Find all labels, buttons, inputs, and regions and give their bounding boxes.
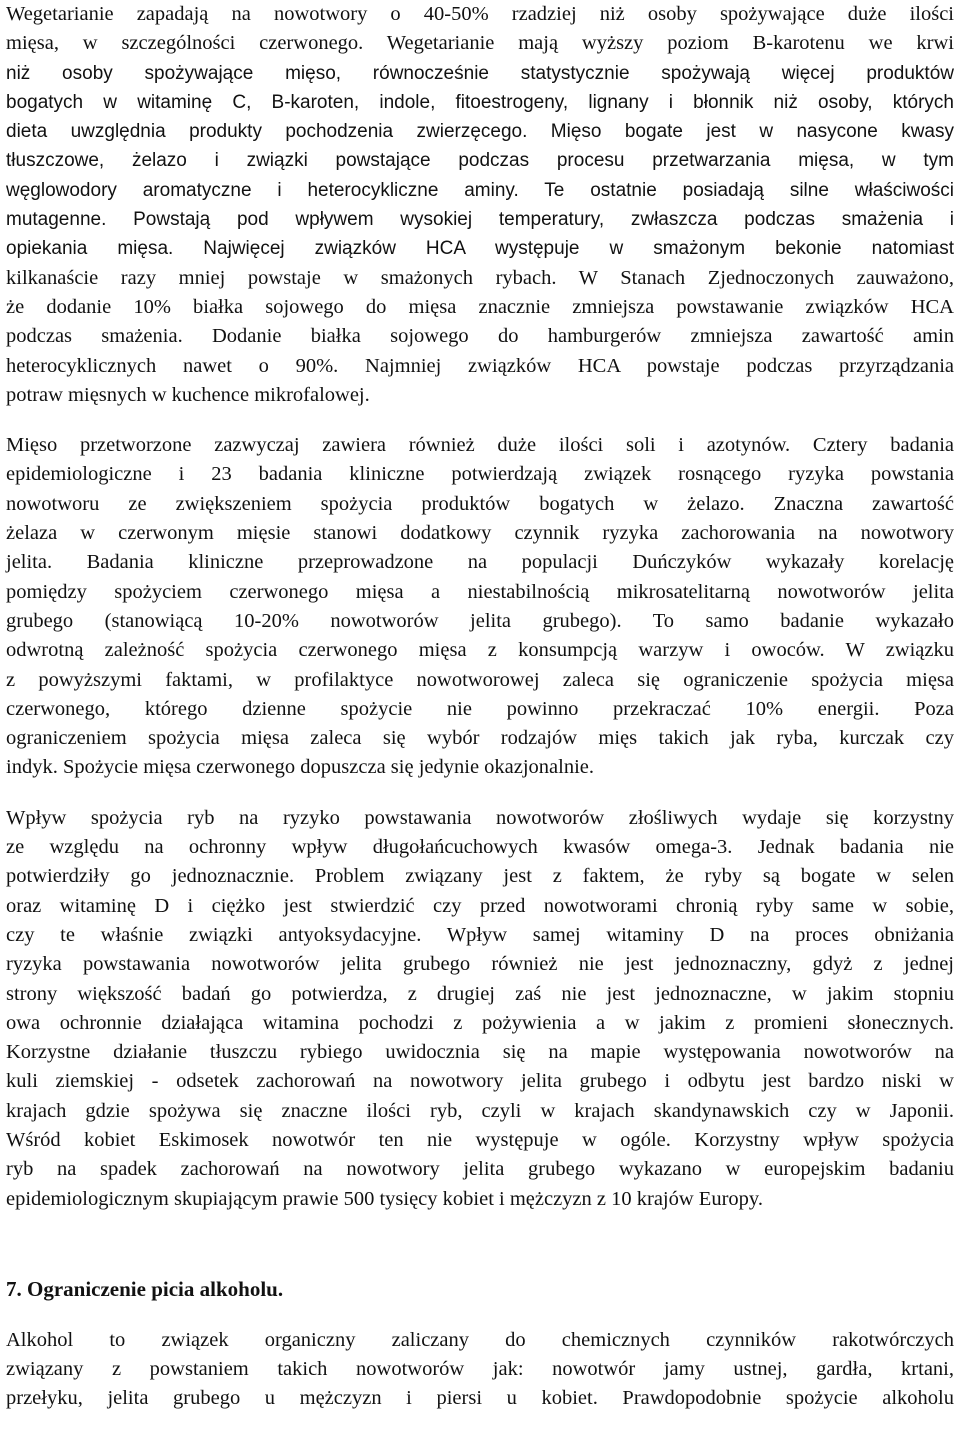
text-line: Korzystne działanie tłuszczu rybiego uwidocznia się na mapie występowania nowotworów na	[6, 1041, 954, 1064]
paragraph-gap	[6, 410, 954, 431]
text-line: potraw mięsnych w kuchence mikrofalowej.	[6, 383, 370, 406]
text-line: Mięso przetworzone zazwyczaj zawiera również duże ilości soli i azotynów. Cztery badania	[6, 434, 954, 457]
text-line: czerwonego, którego dzienne spożycie nie powinno przekraczać 10% energii. Poza	[6, 697, 954, 720]
text-line: z powyższymi faktami, w profilaktyce nowotworowej zaleca się ograniczenie spożycia mięsa	[6, 668, 954, 691]
text-line: grubego (stanowiącą 10-20% nowotworów jelita grubego). To samo badanie wykazało	[6, 609, 954, 632]
text-line: epidemiologicznym skupiającym prawie 500 tysięcy kobiet i mężczyzn z 10 krajów Europy.	[6, 1187, 763, 1210]
text-line: heterocyklicznych nawet o 90%. Najmniej związków HCA powstaje podczas przyrządzania	[6, 354, 954, 377]
text-line: potwierdziły go jednoznacznie. Problem związany jest z faktem, że ryby są bogate w selen	[6, 865, 954, 888]
text-line: Wpływ spożycia ryb na ryzyko powstawania nowotworów złośliwych wydaje się korzystny	[6, 806, 954, 829]
text-line: dieta uwzględnia produkty pochodzenia zwierzęcego. Mięso bogate jest w nasycone kwasy	[6, 121, 954, 143]
text-line: Alkohol to związek organiczny zaliczany do chemicznych czynników rakotwórczych	[6, 1328, 954, 1351]
paragraph-4	[6, 1326, 954, 1414]
text-line: żelaza w czerwonym mięsie stanowi dodatkowy czynnik ryzyka zachorowania na nowotwory	[6, 522, 954, 545]
text-line: odwrotną zależność spożycia czerwonego mięsa z konsumpcją warzyw i owoców. W związku	[6, 639, 954, 662]
text-line: ograniczeniem spożycia mięsa zaleca się wybór rodzajów mięs takich jak ryba, kurczak czy	[6, 727, 954, 750]
text-line: podczas smażenia. Dodanie białka sojowego do hamburgerów zmniejsza zawartość amin	[6, 325, 954, 348]
section-heading: 7. Ograniczenie picia alkoholu.	[6, 1276, 284, 1301]
heading-gap	[6, 1306, 954, 1326]
text-line: kuli ziemskiej - odsetek zachorowań na nowotwory jelita grubego i odbytu jest bardzo niski w	[6, 1070, 954, 1093]
text-line: niż osoby spożywające mięso, równocześnie statystycznie spożywają więcej produktów	[6, 62, 954, 84]
text-line: przełyku, jelita grubego u mężczyzn i piersi u kobiet. Prawdopodobnie spożycie alkoholu	[6, 1387, 954, 1410]
section-gap	[6, 1214, 954, 1272]
text-line: że dodanie 10% białka sojowego do mięsa znacznie zmniejsza powstawanie związków HCA	[6, 295, 954, 318]
text-line: ze względu na ochronny wpływ długołańcuchowych kwasów omega-3. Jednak badania nie	[6, 836, 954, 859]
text-line: pomiędzy spożyciem czerwonego mięsa a niestabilnością mikrosatelitarną nowotworów jelita	[6, 580, 954, 603]
text-line: mięsa, w szczególności czerwonego. Wegetarianie mają wyższy poziom B-karotenu we krwi	[6, 32, 954, 55]
text-line: epidemiologiczne i 23 badania kliniczne potwierdzają związek rosnącego ryzyka powstania	[6, 463, 954, 486]
paragraph-2	[6, 431, 954, 783]
document-page	[6, 0, 954, 1414]
text-line: ryb na spadek zachorowań na nowotwory jelita grubego wykazano w europejskim badaniu	[6, 1158, 954, 1181]
text-line: związany z powstaniem takich nowotworów jak: nowotwór jamy ustnej, gardła, krtani,	[6, 1358, 954, 1381]
text-line: ryzyka powstawania nowotworów jelita grubego również nie jest jednoznaczny, gdyż z jednej	[6, 953, 954, 976]
paragraph-1	[6, 0, 954, 410]
text-line: krajach gdzie spożywa się znaczne ilości ryb, czyli w krajach skandynawskich czy w Japonii.	[6, 1099, 954, 1122]
text-line: bogatych w witaminę C, B-karoten, indole, fitoestrogeny, lignany i błonnik niż osoby, których	[6, 91, 954, 113]
text-line: jelita. Badania kliniczne przeprowadzone na populacji Duńczyków wykazały korelację	[6, 551, 954, 574]
text-line: oraz witaminę D i ciężko jest stwierdzić czy przed nowotworami chronią ryby same w sobie,	[6, 894, 954, 917]
text-line: tłuszczowe, żelazo i związki powstające podczas procesu przetwarzania mięsa, w tym	[6, 150, 954, 172]
text-line: strony większość badań go potwierdza, z drugiej zaś nie jest jednoznaczne, w jakim stopniu	[6, 982, 954, 1005]
paragraph-3	[6, 804, 954, 1214]
text-line: nowotworu ze zwiększeniem spożycia produktów bogatych w żelazo. Znaczna zawartość	[6, 492, 954, 515]
text-line: mutagenne. Powstają pod wpływem wysokiej temperatury, zwłaszcza podczas smażenia i	[6, 209, 954, 231]
text-line: opiekania mięsa. Najwięcej związków HCA występuje w smażonym bekonie natomiast	[6, 238, 954, 260]
text-line: węglowodory aromatyczne i heterocykliczne aminy. Te ostatnie posiadają silne właściwości	[6, 179, 954, 201]
text-line: owa ochronnie działająca witamina pochodzi z pożywienia a w jakim z promieni słonecznych.	[6, 1011, 954, 1034]
text-line: kilkanaście razy mniej powstaje w smażonych rybach. W Stanach Zjednoczonych zauważono,	[6, 266, 954, 289]
text-line: Wegetarianie zapadają na nowotwory o 40-50% rzadziej niż osoby spożywające duże ilości	[6, 3, 954, 25]
text-line: indyk. Spożycie mięsa czerwonego dopuszcza się jedynie okazjonalnie.	[6, 756, 595, 779]
paragraph-gap	[6, 783, 954, 804]
text-line: Wśród kobiet Eskimosek nowotwór ten nie występuje w ogóle. Korzystny wpływ spożycia	[6, 1128, 954, 1151]
text-line: czy te właśnie związki antyoksydacyjne. Wpływ samej witaminy D na proces obniżania	[6, 923, 954, 946]
